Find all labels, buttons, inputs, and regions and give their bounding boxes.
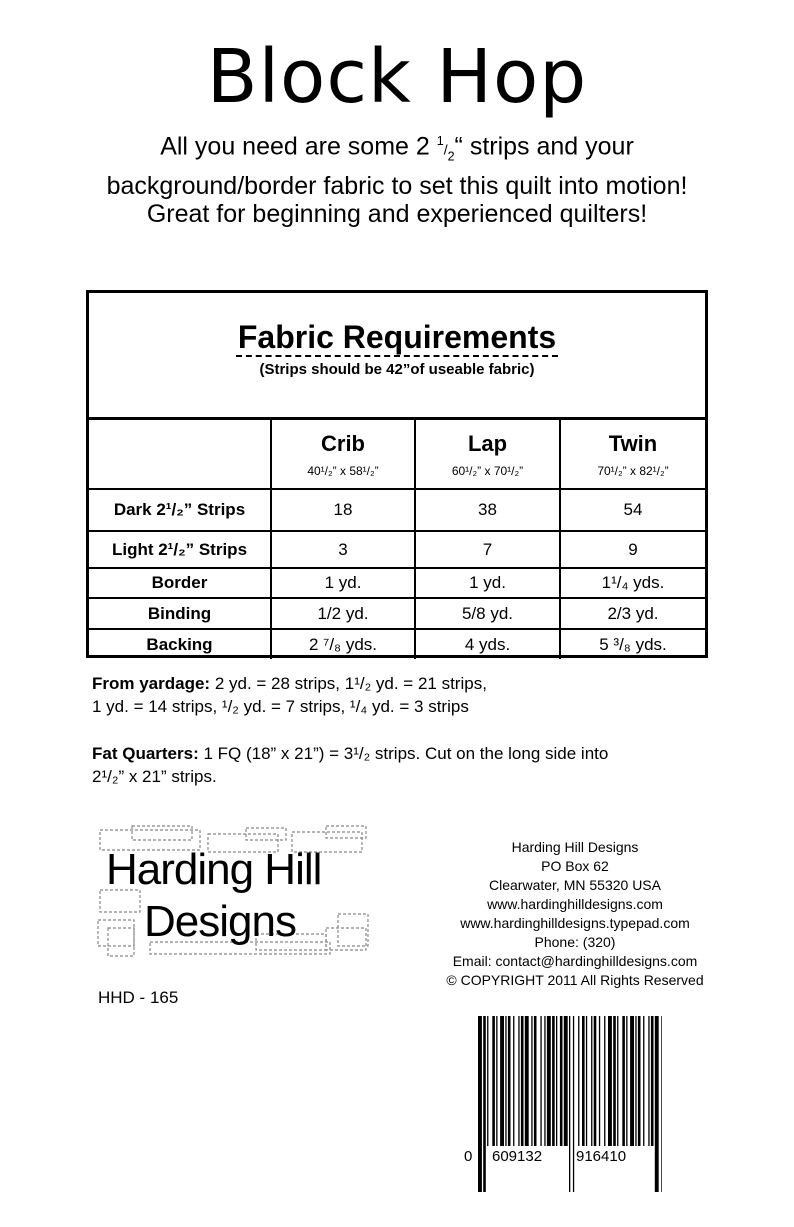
barcode-bar bbox=[525, 1016, 529, 1146]
barcode-bar bbox=[622, 1016, 625, 1146]
yardage-note bbox=[92, 672, 732, 718]
barcode-bar bbox=[638, 1016, 641, 1146]
row-label: Light 2¹/₂” Strips bbox=[89, 531, 271, 568]
table-row bbox=[89, 598, 705, 629]
table-cell: 5/8 yd. bbox=[415, 598, 560, 629]
table-cell: 1¹/₄ yds. bbox=[560, 568, 705, 598]
barcode-bar bbox=[505, 1016, 506, 1146]
fabric-requirements-table bbox=[86, 290, 708, 658]
barcode-bar bbox=[534, 1016, 537, 1146]
column-dim: 60¹/₂” x 70¹/₂” bbox=[451, 463, 524, 478]
intro-line2: background/border fabric to set this quilt into motion! bbox=[106, 172, 688, 201]
fat-quarter-text-2: 2¹/₂” x 21” strips. bbox=[92, 767, 217, 786]
table-cell: 4 yds. bbox=[415, 629, 560, 659]
barcode-bar bbox=[492, 1016, 495, 1146]
po-box: PO Box 62 bbox=[541, 858, 609, 874]
row-label: Binding bbox=[89, 598, 271, 629]
barcode-bar bbox=[613, 1016, 616, 1146]
table-cell: 5 ³/₈ yds. bbox=[560, 629, 705, 659]
barcode-bar bbox=[617, 1016, 618, 1146]
email-link[interactable]: Email: contact@hardinghilldesigns.com bbox=[452, 953, 698, 969]
table-row bbox=[89, 489, 705, 531]
barcode-bar bbox=[496, 1016, 497, 1146]
table-cell: 18 bbox=[271, 489, 415, 531]
barcode-bar bbox=[547, 1016, 551, 1146]
barcode-digits-left: 609132 bbox=[492, 1148, 543, 1165]
table-cell: 7 bbox=[415, 531, 560, 568]
barcode-bar bbox=[487, 1016, 488, 1146]
table-cell: 2 ⁷/₈ yds. bbox=[271, 629, 415, 659]
column-name: Twin bbox=[608, 430, 658, 456]
column-header-row bbox=[89, 417, 705, 489]
barcode-bar bbox=[599, 1016, 600, 1146]
table-cell: 1 yd. bbox=[271, 568, 415, 598]
barcode-bar bbox=[540, 1016, 541, 1146]
row-label: Dark 2¹/₂” Strips bbox=[89, 489, 271, 531]
corner-cell bbox=[89, 417, 271, 489]
barcode-bar bbox=[513, 1016, 514, 1146]
row-label: Border bbox=[89, 568, 271, 598]
barcode-bar bbox=[578, 1016, 579, 1146]
yardage-text-1: 2 yd. = 28 strips, 1¹/₂ yd. = 21 strips, bbox=[210, 674, 487, 693]
fat-quarter-text-1: 1 FQ (18” x 21”) = 3¹/₂ strips. Cut on the long side into bbox=[198, 744, 609, 763]
column-name: Crib bbox=[321, 430, 365, 456]
column-header-crib bbox=[271, 417, 415, 489]
table-cell: 38 bbox=[415, 489, 560, 531]
row-label: Backing bbox=[89, 629, 271, 659]
intro-frac-num: 1 bbox=[436, 134, 444, 148]
column-dim: 40¹/₂” x 58¹/₂” bbox=[307, 463, 379, 478]
phone: Phone: (320) bbox=[534, 934, 616, 950]
column-header-lap bbox=[415, 417, 560, 489]
fat-quarter-note bbox=[92, 742, 732, 788]
table-title bbox=[89, 317, 705, 357]
barcode-bar bbox=[508, 1016, 511, 1146]
column-header-twin bbox=[560, 417, 705, 489]
barcode-bar bbox=[518, 1016, 519, 1146]
column-dim: 70¹/₂” x 82¹/₂” bbox=[597, 463, 669, 478]
barcode-bar bbox=[531, 1016, 532, 1146]
table-header bbox=[89, 293, 705, 420]
table-title-text: Fabric Requirements bbox=[237, 319, 557, 355]
company-name: Harding Hill Designs bbox=[511, 839, 639, 855]
barcode-bar bbox=[521, 1016, 524, 1146]
table-cell: 3 bbox=[271, 531, 415, 568]
barcode-bar bbox=[651, 1016, 654, 1146]
table-subtitle: (Strips should be 42”of useable fabric) bbox=[259, 361, 535, 378]
barcode-bar bbox=[608, 1016, 612, 1146]
barcode-bar bbox=[500, 1016, 504, 1146]
table-cell: 2/3 yd. bbox=[560, 598, 705, 629]
yardage-label: From yardage: bbox=[92, 674, 211, 693]
barcode-bar bbox=[556, 1016, 557, 1146]
intro-line3: Great for beginning and experienced quilters! bbox=[146, 200, 648, 228]
barcode-bar bbox=[648, 1016, 649, 1146]
barcode-bar bbox=[544, 1016, 545, 1146]
table-row bbox=[89, 629, 705, 659]
harding-hill-logo bbox=[96, 824, 376, 964]
barcode-digit-prefix: 0 bbox=[464, 1148, 473, 1165]
barcode-bar bbox=[586, 1016, 587, 1146]
requirements-grid bbox=[89, 417, 705, 659]
logo-line1: Harding Hill bbox=[106, 845, 322, 894]
yardage-text-2: 1 yd. = 14 strips, ¹/₂ yd. = 7 strips, ¹/₄ yd. = 3 strips bbox=[92, 697, 469, 716]
barcode-bar bbox=[604, 1016, 605, 1146]
copyright: © COPYRIGHT 2011 All Rights Reserved bbox=[446, 972, 704, 988]
blog-link[interactable]: www.hardinghilldesigns.typepad.com bbox=[460, 915, 690, 931]
website-link[interactable]: www.hardinghilldesigns.com bbox=[487, 896, 663, 912]
barcode-bar bbox=[626, 1016, 627, 1146]
barcode-bar bbox=[591, 1016, 592, 1146]
contact-block bbox=[410, 838, 740, 990]
barcode-bar bbox=[635, 1016, 636, 1146]
intro-text: All you need are some 2 $^1/_2“$ strips and your background/border fabric to set this quilt into motion! bbox=[106, 132, 688, 201]
fat-quarter-label: Fat Quarters: bbox=[92, 744, 199, 763]
column-name: Lap bbox=[467, 430, 508, 456]
barcode-digits-right: 916410 bbox=[576, 1148, 627, 1165]
table-cell: 9 bbox=[560, 531, 705, 568]
table-row bbox=[89, 531, 705, 568]
intro-line1-b: “ strips and your bbox=[454, 132, 634, 161]
logo-line2: Designs bbox=[144, 897, 296, 946]
intro-line1-a: All you need are some 2 bbox=[160, 132, 437, 161]
barcode-bar bbox=[630, 1016, 634, 1146]
table-cell: 1/2 yd. bbox=[271, 598, 415, 629]
barcode-bar bbox=[552, 1016, 555, 1146]
table-cell: 54 bbox=[560, 489, 705, 531]
barcode-bar bbox=[560, 1016, 563, 1146]
pattern-number: HHD - 165 bbox=[98, 988, 179, 1007]
barcode-bar bbox=[594, 1016, 597, 1146]
barcode-bar bbox=[582, 1016, 585, 1146]
city-state: Clearwater, MN 55320 USA bbox=[489, 877, 661, 893]
barcode-bar bbox=[643, 1016, 644, 1146]
barcode-digits bbox=[462, 1148, 672, 1170]
table-row bbox=[89, 568, 705, 598]
intro-frac-den: 2 bbox=[447, 149, 455, 164]
table-cell: 1 yd. bbox=[415, 568, 560, 598]
barcode-bar bbox=[564, 1016, 568, 1146]
page-title: Block Hop bbox=[206, 34, 588, 120]
